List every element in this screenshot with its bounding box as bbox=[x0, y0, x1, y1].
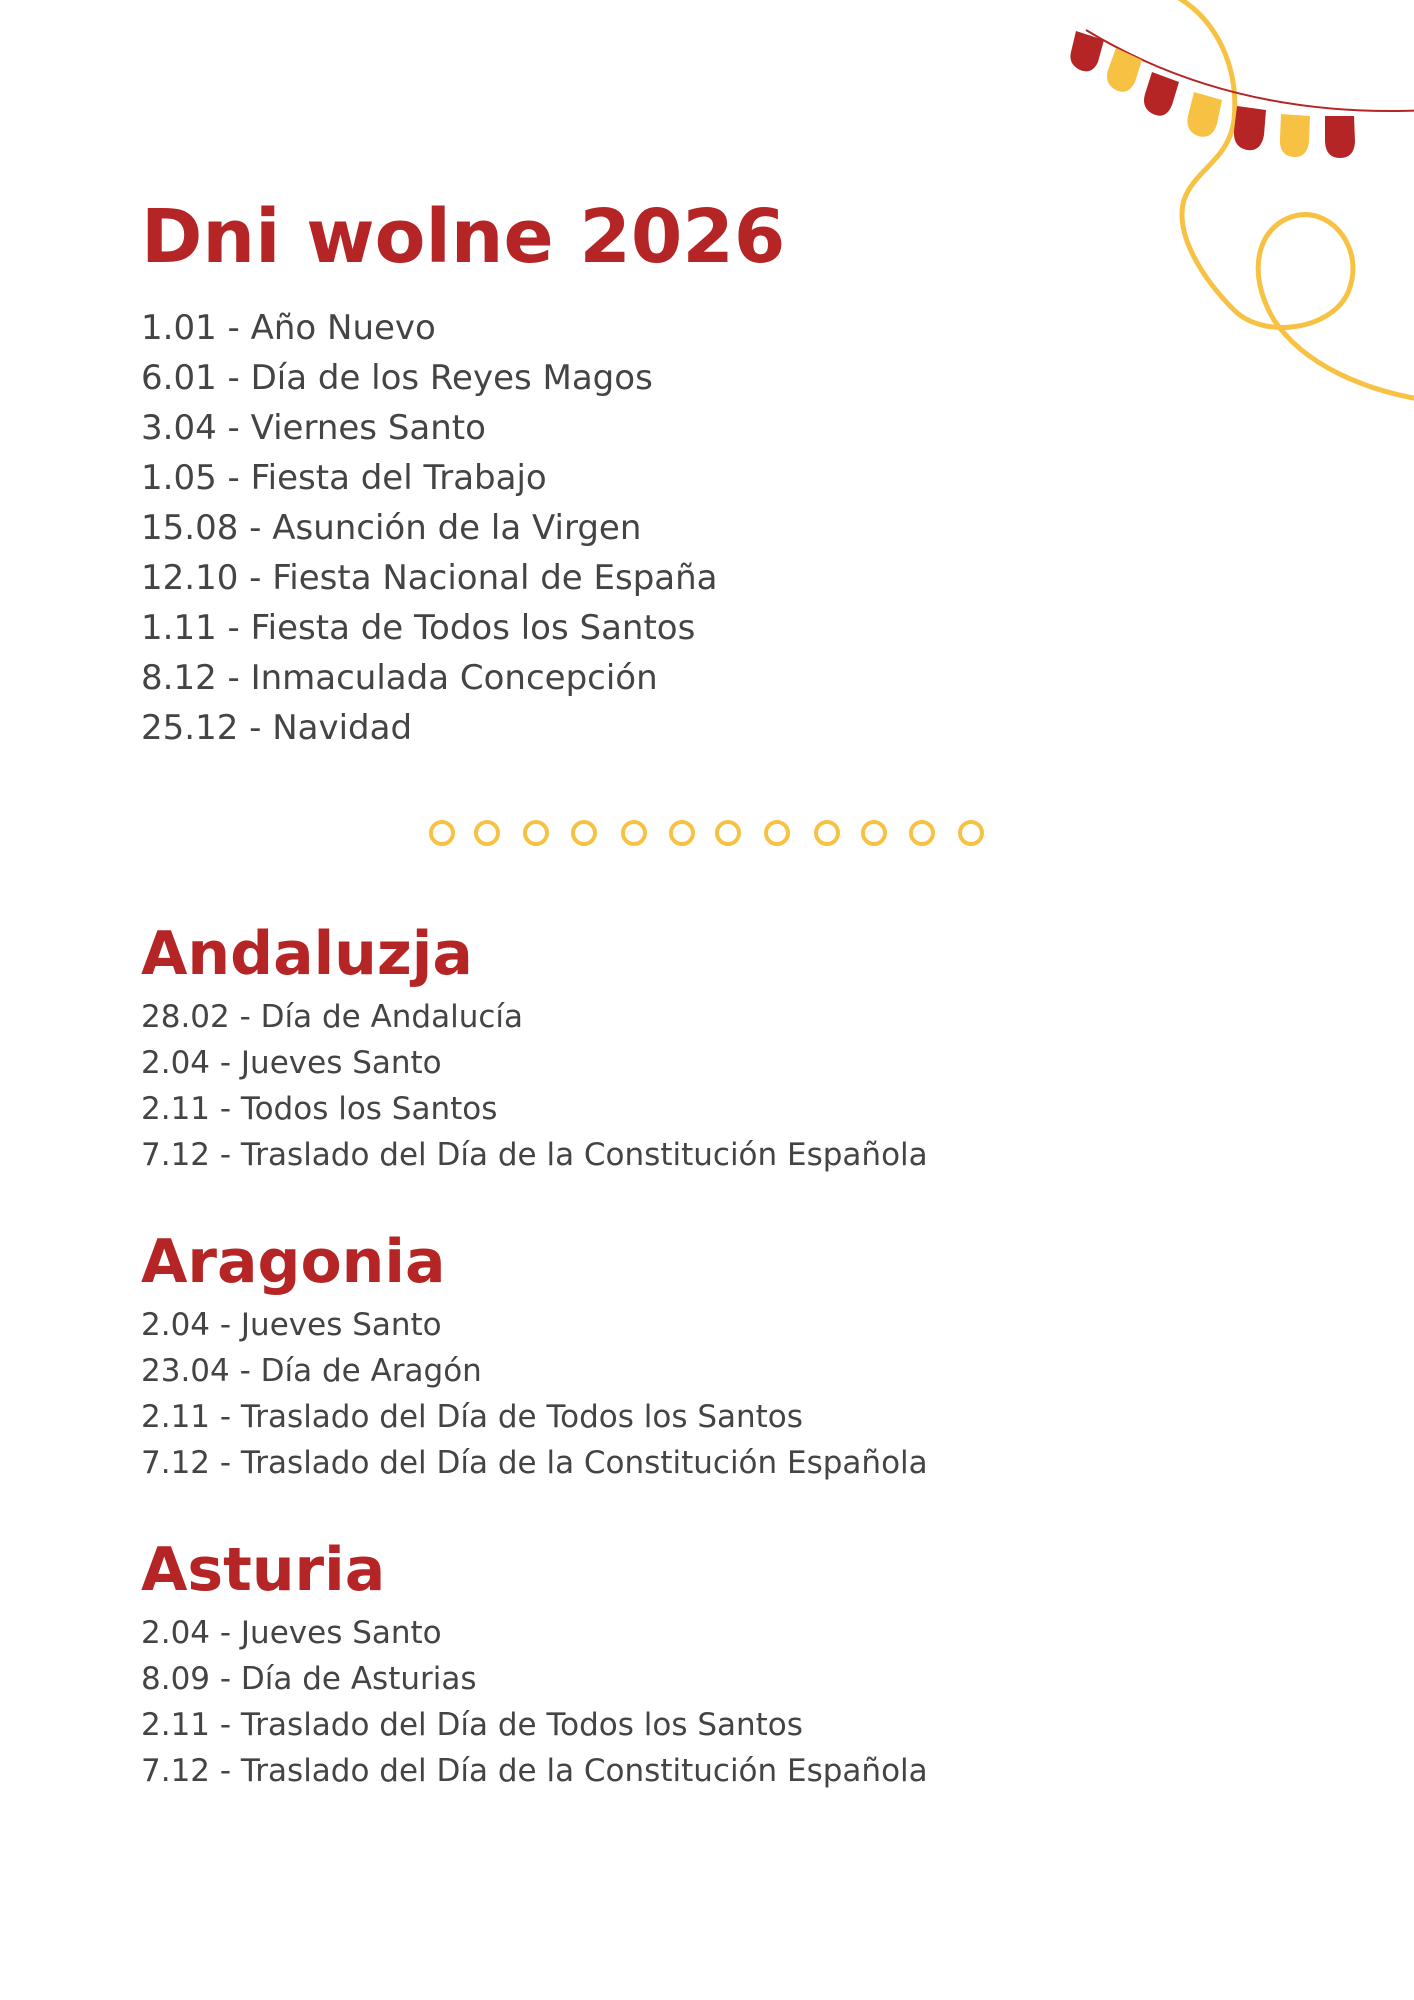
list-item: 2.04 - Jueves Santo bbox=[141, 1307, 442, 1343]
separator-circle bbox=[863, 822, 885, 844]
region-heading: Andaluzja bbox=[141, 919, 473, 989]
region-andaluzja bbox=[141, 914, 928, 1178]
list-item: 8.12 - Inmaculada Concepción bbox=[141, 658, 658, 698]
list-item: 3.04 - Viernes Santo bbox=[141, 408, 486, 448]
yellow-flag bbox=[1107, 48, 1142, 92]
list-item: 6.01 - Día de los Reyes Magos bbox=[141, 358, 653, 398]
bunting-garland-decoration bbox=[1034, 0, 1414, 420]
separator-circle bbox=[816, 822, 838, 844]
list-item: 7.12 - Traslado del Día de la Constitución Española bbox=[141, 1753, 928, 1789]
red-flag bbox=[1325, 116, 1355, 158]
list-item: 2.04 - Jueves Santo bbox=[141, 1045, 442, 1081]
national-holidays-list bbox=[141, 303, 718, 753]
separator-circle bbox=[766, 822, 788, 844]
separator-circle bbox=[960, 822, 982, 844]
region-heading: Asturia bbox=[141, 1535, 386, 1605]
region-aragonia bbox=[141, 1222, 928, 1486]
separator-circle bbox=[717, 822, 739, 844]
list-item: 1.11 - Fiesta de Todos los Santos bbox=[141, 608, 696, 648]
list-item: 12.10 - Fiesta Nacional de España bbox=[141, 558, 718, 598]
separator-circle bbox=[431, 822, 453, 844]
list-item: 8.09 - Día de Asturias bbox=[141, 1661, 477, 1697]
list-item: 2.11 - Todos los Santos bbox=[141, 1091, 498, 1127]
yellow-streamer bbox=[1174, 0, 1414, 400]
region-holidays-list bbox=[141, 1302, 928, 1486]
region-holidays-list bbox=[141, 994, 928, 1178]
separator-circle bbox=[911, 822, 933, 844]
separator-circle bbox=[525, 822, 547, 844]
list-item: 1.01 - Año Nuevo bbox=[141, 308, 436, 348]
bunting-flags bbox=[1070, 31, 1355, 158]
separator-circle bbox=[671, 822, 693, 844]
separator-circle bbox=[623, 822, 645, 844]
list-item: 2.04 - Jueves Santo bbox=[141, 1615, 442, 1651]
list-item: 2.11 - Traslado del Día de Todos los Santos bbox=[141, 1399, 803, 1435]
list-item: 7.12 - Traslado del Día de la Constitución Española bbox=[141, 1137, 928, 1173]
list-item: 15.08 - Asunción de la Virgen bbox=[141, 508, 642, 548]
list-item: 2.11 - Traslado del Día de Todos los Santos bbox=[141, 1707, 803, 1743]
separator-circle bbox=[573, 822, 595, 844]
red-flag bbox=[1234, 106, 1266, 150]
region-asturia bbox=[141, 1530, 928, 1794]
region-holidays-list bbox=[141, 1610, 928, 1794]
page-title: Dni wolne 2026 bbox=[141, 194, 786, 280]
list-item: 1.05 - Fiesta del Trabajo bbox=[141, 458, 547, 498]
list-item: 23.04 - Día de Aragón bbox=[141, 1353, 482, 1389]
dotted-separator bbox=[0, 815, 1414, 851]
red-flag bbox=[1144, 72, 1179, 116]
list-item: 25.12 - Navidad bbox=[141, 708, 413, 748]
yellow-flag bbox=[1280, 114, 1310, 157]
list-item: 28.02 - Día de Andalucía bbox=[141, 999, 524, 1035]
region-heading: Aragonia bbox=[141, 1227, 446, 1297]
yellow-flag bbox=[1187, 92, 1222, 137]
separator-circle bbox=[476, 822, 498, 844]
list-item: 7.12 - Traslado del Día de la Constitución Española bbox=[141, 1445, 928, 1481]
